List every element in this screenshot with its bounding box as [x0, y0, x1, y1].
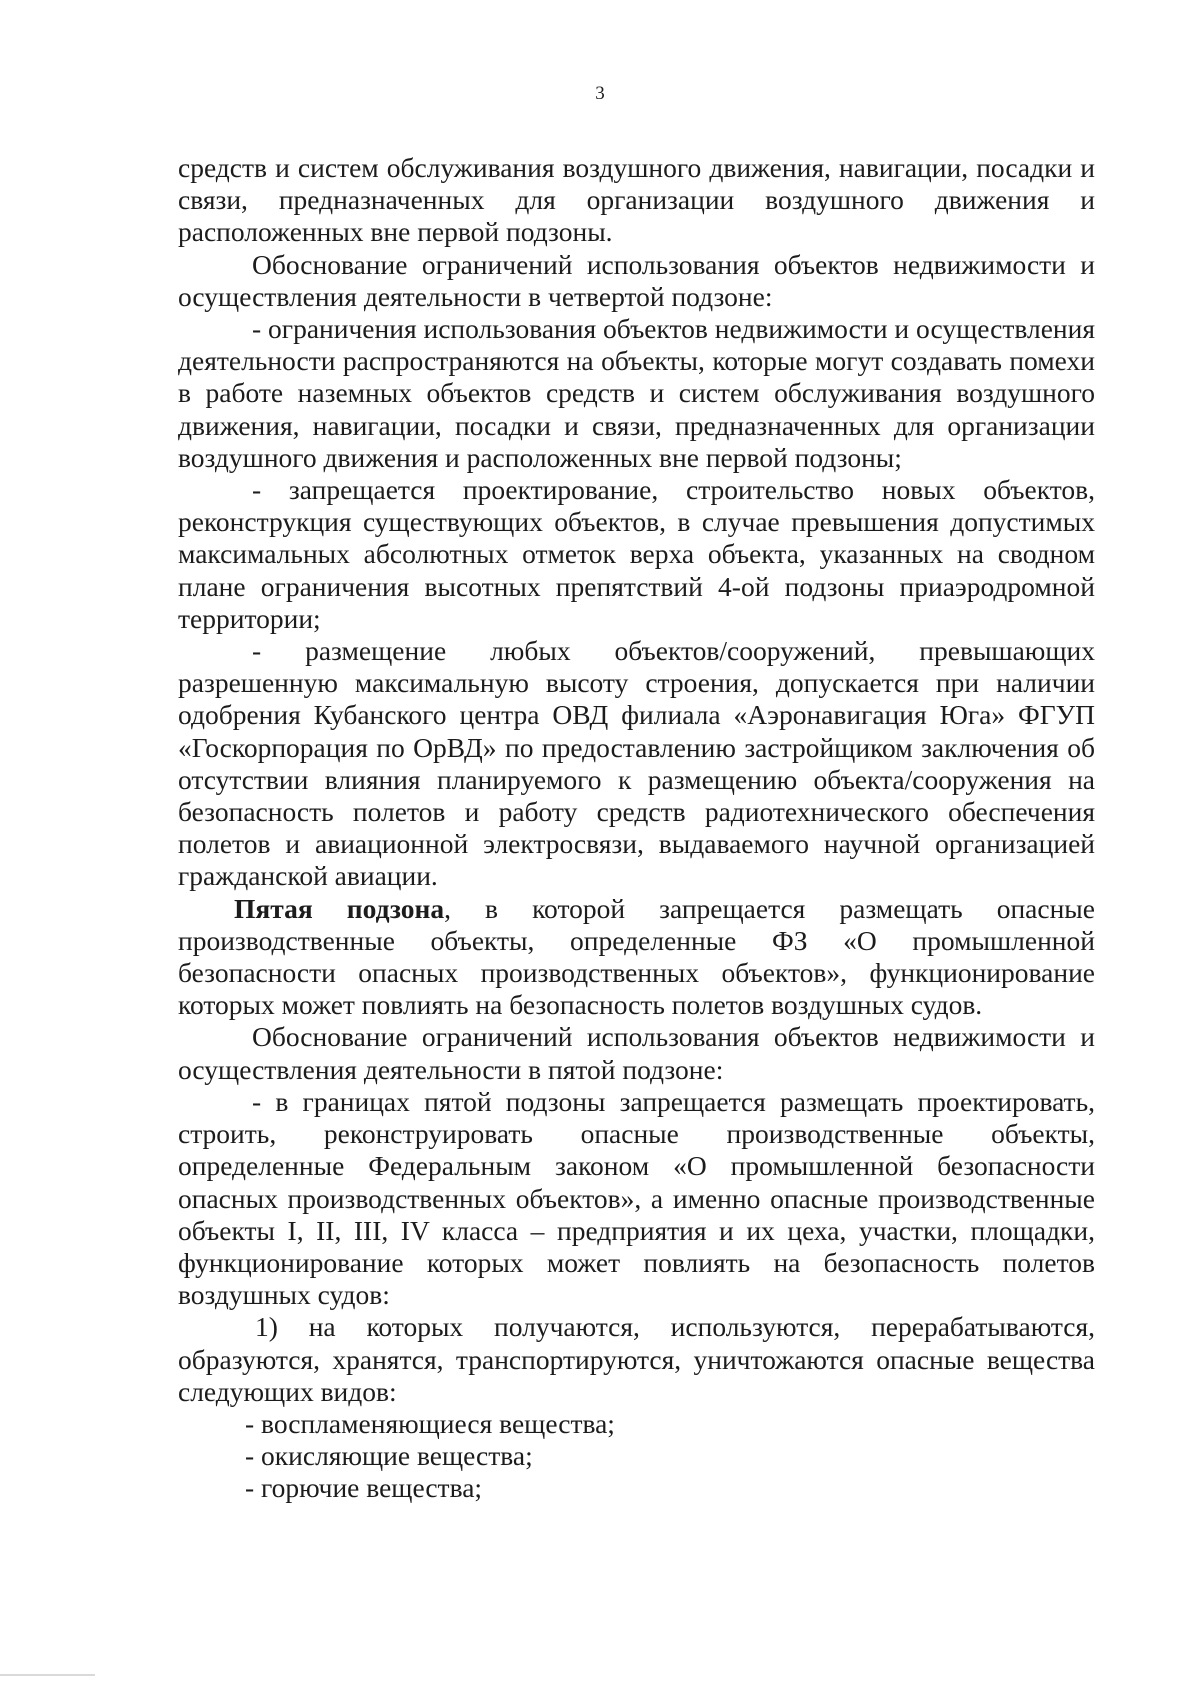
- paragraph-continuation: средств и систем обслуживания воздушного движения, навигации, посадки и связи, предназначенных для организации воздушного движения и расположенных вне первой подзоны.: [178, 152, 1095, 248]
- paragraph-fifth-zone-justification: Обоснование ограничений использования объектов недвижимости и осуществления деятельности в пятой подзоне:: [178, 1021, 1095, 1085]
- paragraph-numbered-item-1: 1) на которых получаются, используются, перерабатываются, образуются, хранятся, транспортируются, уничтожаются опасные вещества следующих видов:: [178, 1311, 1095, 1407]
- paragraph-fifth-zone-restriction: - в границах пятой подзоны запрещается размещать проектировать, строить, реконструировать опасные производственные объекты, определенные Федеральным законом «О промышленной безопасности опасных производственных объектов», а именно опасные производственные объекты I, II, III, IV класса – предприятия и их цеха, участки, площадки, функционирование которых может повлиять на безопасность полетов воздушных судов:: [178, 1085, 1095, 1311]
- list-item-substance: - окисляющие вещества;: [245, 1440, 533, 1472]
- paragraph-fourth-zone-restriction-1: - ограничения использования объектов недвижимости и осуществления деятельности распространяются на объекты, которые могут создавать помехи в работе наземных объектов средств и систем обслуживания воздушного движения, навигации, посадки и связи, предназначенных для организации воздушного движения и расположенных вне первой подзоны;: [178, 313, 1095, 473]
- scan-edge-mark: [0, 1674, 95, 1676]
- paragraph-fourth-zone-justification: Обоснование ограничений использования объектов недвижимости и осуществления деятельности в четвертой подзоне:: [178, 248, 1095, 312]
- fifth-zone-text: , в которой запрещается размещать опасные производственные объекты, определенные ФЗ «О промышленной безопасности опасных производственных объектов», функционирование которых может повлиять на безопасность полетов воздушных судов.: [178, 892, 1095, 1021]
- document-body: [178, 152, 1095, 1505]
- list-item-substance: - воспламеняющиеся вещества;: [245, 1407, 615, 1439]
- paragraph-fifth-zone: [178, 893, 1095, 1022]
- fifth-zone-title: Пятая подзона: [234, 892, 445, 924]
- list-item-substance: - горючие вещества;: [245, 1472, 483, 1504]
- paragraph-fourth-zone-restriction-2: - запрещается проектирование, строительство новых объектов, реконструкция существующих объектов, в случае превышения допустимых максимальных абсолютных отметок верха объекта, указанных на сводном плане ограничения высотных препятствий 4-ой подзоны приаэродромной территории;: [178, 474, 1095, 634]
- page-number: 3: [595, 83, 605, 104]
- paragraph-fourth-zone-restriction-3: - размещение любых объектов/сооружений, превышающих разрешенную максимальную высоту строения, допускается при наличии одобрения Кубанского центра ОВД филиала «Аэронавигация Юга» ФГУП «Госкорпорация по ОрВД» по предоставлению застройщиком заключения об отсутствии влияния планируемого к размещению объекта/сооружения на безопасность полетов и работу средств радиотехнического обеспечения полетов и авиационной электросвязи, выдаваемого научной организацией гражданской авиации.: [178, 635, 1095, 892]
